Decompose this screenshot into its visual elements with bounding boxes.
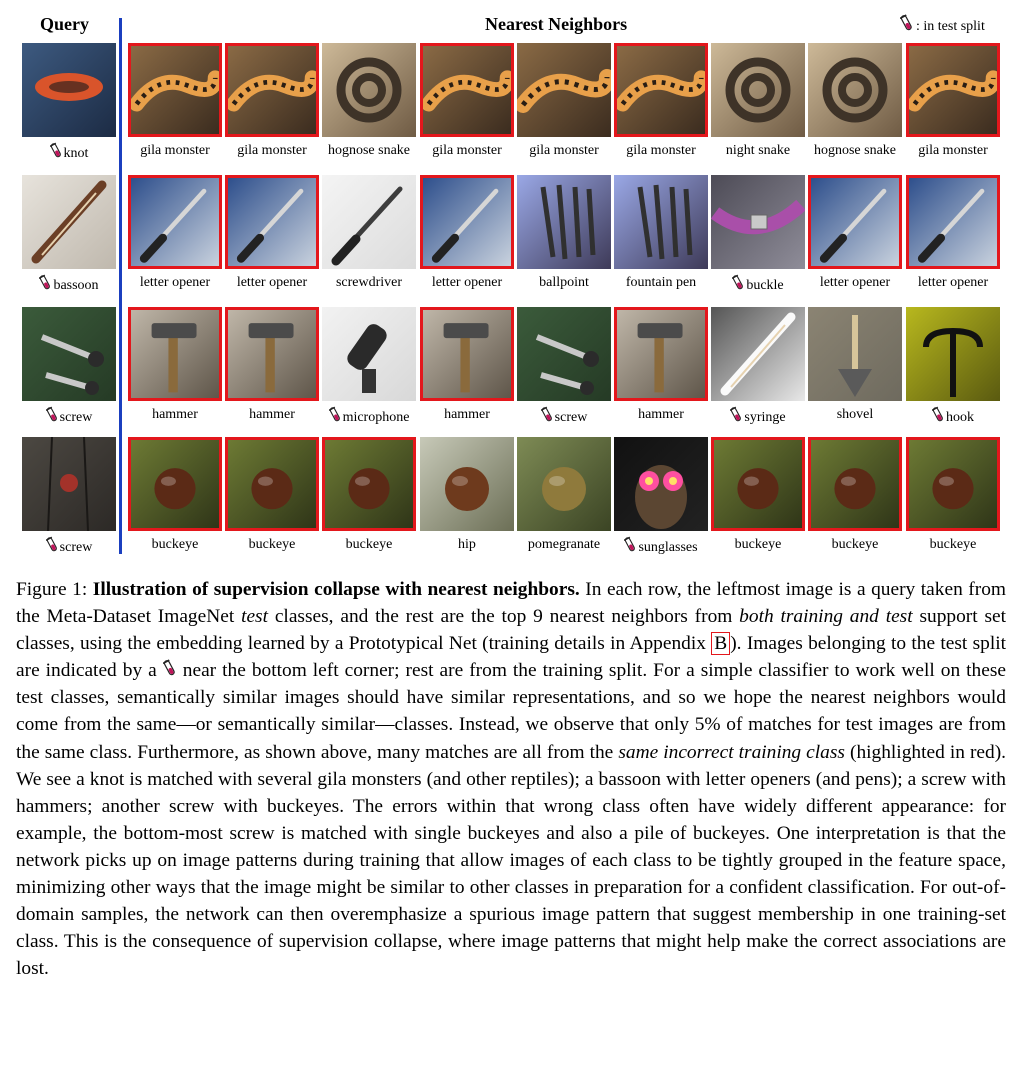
neighbor-thumbnail: [808, 307, 902, 401]
neighbor-thumbnail: [906, 437, 1000, 531]
figure-caption: [16, 576, 1006, 982]
query-thumbnail: [22, 437, 116, 531]
caption-emph-3: same incorrect training class: [618, 741, 845, 763]
test-tube-icon: [541, 406, 554, 425]
image-label-text: hook: [946, 410, 974, 425]
neighbor-thumbnail: [128, 307, 222, 401]
image-label-text: letter opener: [819, 275, 891, 290]
legend-text: : in test split: [916, 19, 985, 34]
image-label-text: hognose snake: [327, 143, 411, 158]
image-label-text: letter opener: [139, 275, 211, 290]
test-tube-icon: [932, 406, 945, 425]
caption-title: Illustration of supervision collapse with nearest neighbors.: [92, 579, 580, 600]
image-label-text: hammer: [638, 407, 684, 422]
image-label: [894, 142, 1012, 160]
image-label-text: night snake: [725, 143, 791, 158]
caption-emph-2: both training and test: [739, 606, 913, 628]
image-label-text: bassoon: [53, 278, 99, 293]
caption-emph-1: test: [241, 606, 268, 628]
neighbor-thumbnail: [322, 437, 416, 531]
image-label-text: letter opener: [236, 275, 308, 290]
image-label-text: buckeye: [929, 537, 977, 552]
image-label-text: ballpoint: [539, 275, 589, 290]
neighbor-thumbnail: [711, 437, 805, 531]
image-label-text: letter opener: [431, 275, 503, 290]
image-label-text: buckeye: [831, 537, 879, 552]
neighbor-thumbnail: [322, 307, 416, 401]
neighbor-thumbnail: [517, 437, 611, 531]
image-label: [10, 406, 128, 427]
image-label-text: buckle: [746, 278, 784, 293]
test-tube-icon: [46, 536, 59, 555]
query-thumbnail: [22, 307, 116, 401]
image-label-text: syringe: [744, 410, 786, 425]
neighbor-thumbnail: [614, 437, 708, 531]
image-label-text: hammer: [152, 407, 198, 422]
image-label-text: buckeye: [345, 537, 393, 552]
query-column-header: Query: [40, 14, 89, 34]
neighbor-thumbnail: [128, 43, 222, 137]
image-label: [894, 536, 1012, 554]
image-label: [10, 536, 128, 557]
neighbor-thumbnail: [322, 175, 416, 269]
neighbor-thumbnail: [517, 43, 611, 137]
neighbor-thumbnail: [420, 43, 514, 137]
image-label-text: buckeye: [248, 537, 296, 552]
image-label-text: hognose snake: [813, 143, 897, 158]
neighbor-thumbnail: [711, 307, 805, 401]
image-label-text: gila monster: [432, 143, 502, 158]
image-label-text: hip: [458, 537, 476, 552]
image-label-text: screw: [59, 410, 93, 425]
image-label-text: gila monster: [140, 143, 210, 158]
image-label-text: pomegranate: [527, 537, 601, 552]
neighbor-thumbnail: [906, 307, 1000, 401]
neighbor-thumbnail: [808, 437, 902, 531]
test-tube-icon: [730, 406, 743, 425]
neighbor-thumbnail: [420, 437, 514, 531]
query-thumbnail: [22, 43, 116, 137]
neighbor-thumbnail: [906, 43, 1000, 137]
appendix-link[interactable]: B: [711, 632, 730, 655]
image-label-text: microphone: [342, 410, 410, 425]
neighbor-thumbnail: [128, 175, 222, 269]
test-tube-icon: [163, 659, 177, 679]
test-split-legend: [900, 14, 985, 38]
neighbor-thumbnail: [711, 175, 805, 269]
image-label-text: buckeye: [151, 537, 199, 552]
neighbor-thumbnail: [517, 307, 611, 401]
image-label-text: screw: [59, 540, 93, 555]
image-label-text: screw: [554, 410, 588, 425]
neighbor-thumbnail: [808, 43, 902, 137]
image-label-text: knot: [63, 146, 89, 161]
neighbor-thumbnail: [225, 43, 319, 137]
neighbor-thumbnail: [711, 43, 805, 137]
neighbor-thumbnail: [808, 175, 902, 269]
image-label: [894, 274, 1012, 292]
image-label: [10, 142, 128, 163]
test-tube-icon: [900, 14, 914, 34]
caption-text-6: (highlighted in red). We see a knot is matched with several gila monsters (and other reptiles); a bassoon with letter openers (and pens); a screw with hammers; another screw with buckeyes. The errors within that wrong class often have widely different appearance: for example, the bottom-most screw is matched with single buckeyes and also a pile of buckeyes. One interpretation is that the network picks up on image patterns during training that allow images of each class to be tightly grouped in the feature space, minimizing other ways that the image might be similar to other classes in preparation for a confident classification. For out-of-domain samples, the network can then overemphasize a spurious image pattern that suggest membership in one training-set class. This is the consequence of supervision collapse, where image patterns that might help make the correct associations are lost.: [16, 741, 1007, 980]
neighbor-thumbnail: [906, 175, 1000, 269]
image-label-text: screwdriver: [335, 275, 403, 290]
image-label-text: gila monster: [626, 143, 696, 158]
figure-label: Figure 1:: [16, 579, 88, 600]
neighbor-thumbnail: [614, 175, 708, 269]
image-label-text: gila monster: [918, 143, 988, 158]
image-label-text: fountain pen: [625, 275, 697, 290]
test-tube-icon: [732, 274, 745, 293]
caption-text-3: support set classes, using the embedding learned by a Prototypical Net (training details in Appendix: [16, 606, 1006, 655]
image-label-text: gila monster: [237, 143, 307, 158]
neighbor-thumbnail: [225, 437, 319, 531]
neighbor-thumbnail: [128, 437, 222, 531]
neighbor-thumbnail: [225, 175, 319, 269]
image-label-text: hammer: [249, 407, 295, 422]
image-label: [10, 274, 128, 295]
test-tube-icon: [329, 406, 342, 425]
nearest-neighbors-header: Nearest Neighbors: [485, 14, 628, 34]
test-tube-icon: [624, 536, 637, 555]
neighbor-thumbnail: [420, 307, 514, 401]
neighbor-thumbnail: [420, 175, 514, 269]
image-label-text: buckeye: [734, 537, 782, 552]
neighbor-thumbnail: [517, 175, 611, 269]
neighbor-thumbnail: [614, 43, 708, 137]
query-thumbnail: [22, 175, 116, 269]
image-label-text: gila monster: [529, 143, 599, 158]
caption-text-2: classes, and the rest are the top 9 nearest neighbors from: [268, 606, 740, 628]
neighbor-thumbnail: [225, 307, 319, 401]
image-label-text: hammer: [444, 407, 490, 422]
neighbor-thumbnail: [614, 307, 708, 401]
image-label-text: sunglasses: [638, 540, 698, 555]
test-tube-icon: [39, 274, 52, 293]
image-label-text: letter opener: [917, 275, 989, 290]
test-tube-icon: [50, 142, 63, 161]
image-label-text: shovel: [836, 407, 874, 422]
test-tube-icon: [46, 406, 59, 425]
image-label: [894, 406, 1012, 427]
caption-text-5: near the bottom left corner; rest are from the training split. For a simple classifier to work well on these test classes, semantically similar images should have similar representations, and so we hope the nearest neighbors would come from the same—or semantically similar—classes. Instead, we observe that only 5% of matches for test images are from the same class. Furthermore, as shown above, many matches are all from the: [16, 660, 1006, 763]
neighbor-thumbnail: [322, 43, 416, 137]
caption-text-4: ). Images belonging to the test split are indicated by a: [16, 633, 1006, 682]
caption-text-1: In each row, the leftmost image is a query taken from the Meta-Dataset ImageNet: [16, 579, 1006, 628]
